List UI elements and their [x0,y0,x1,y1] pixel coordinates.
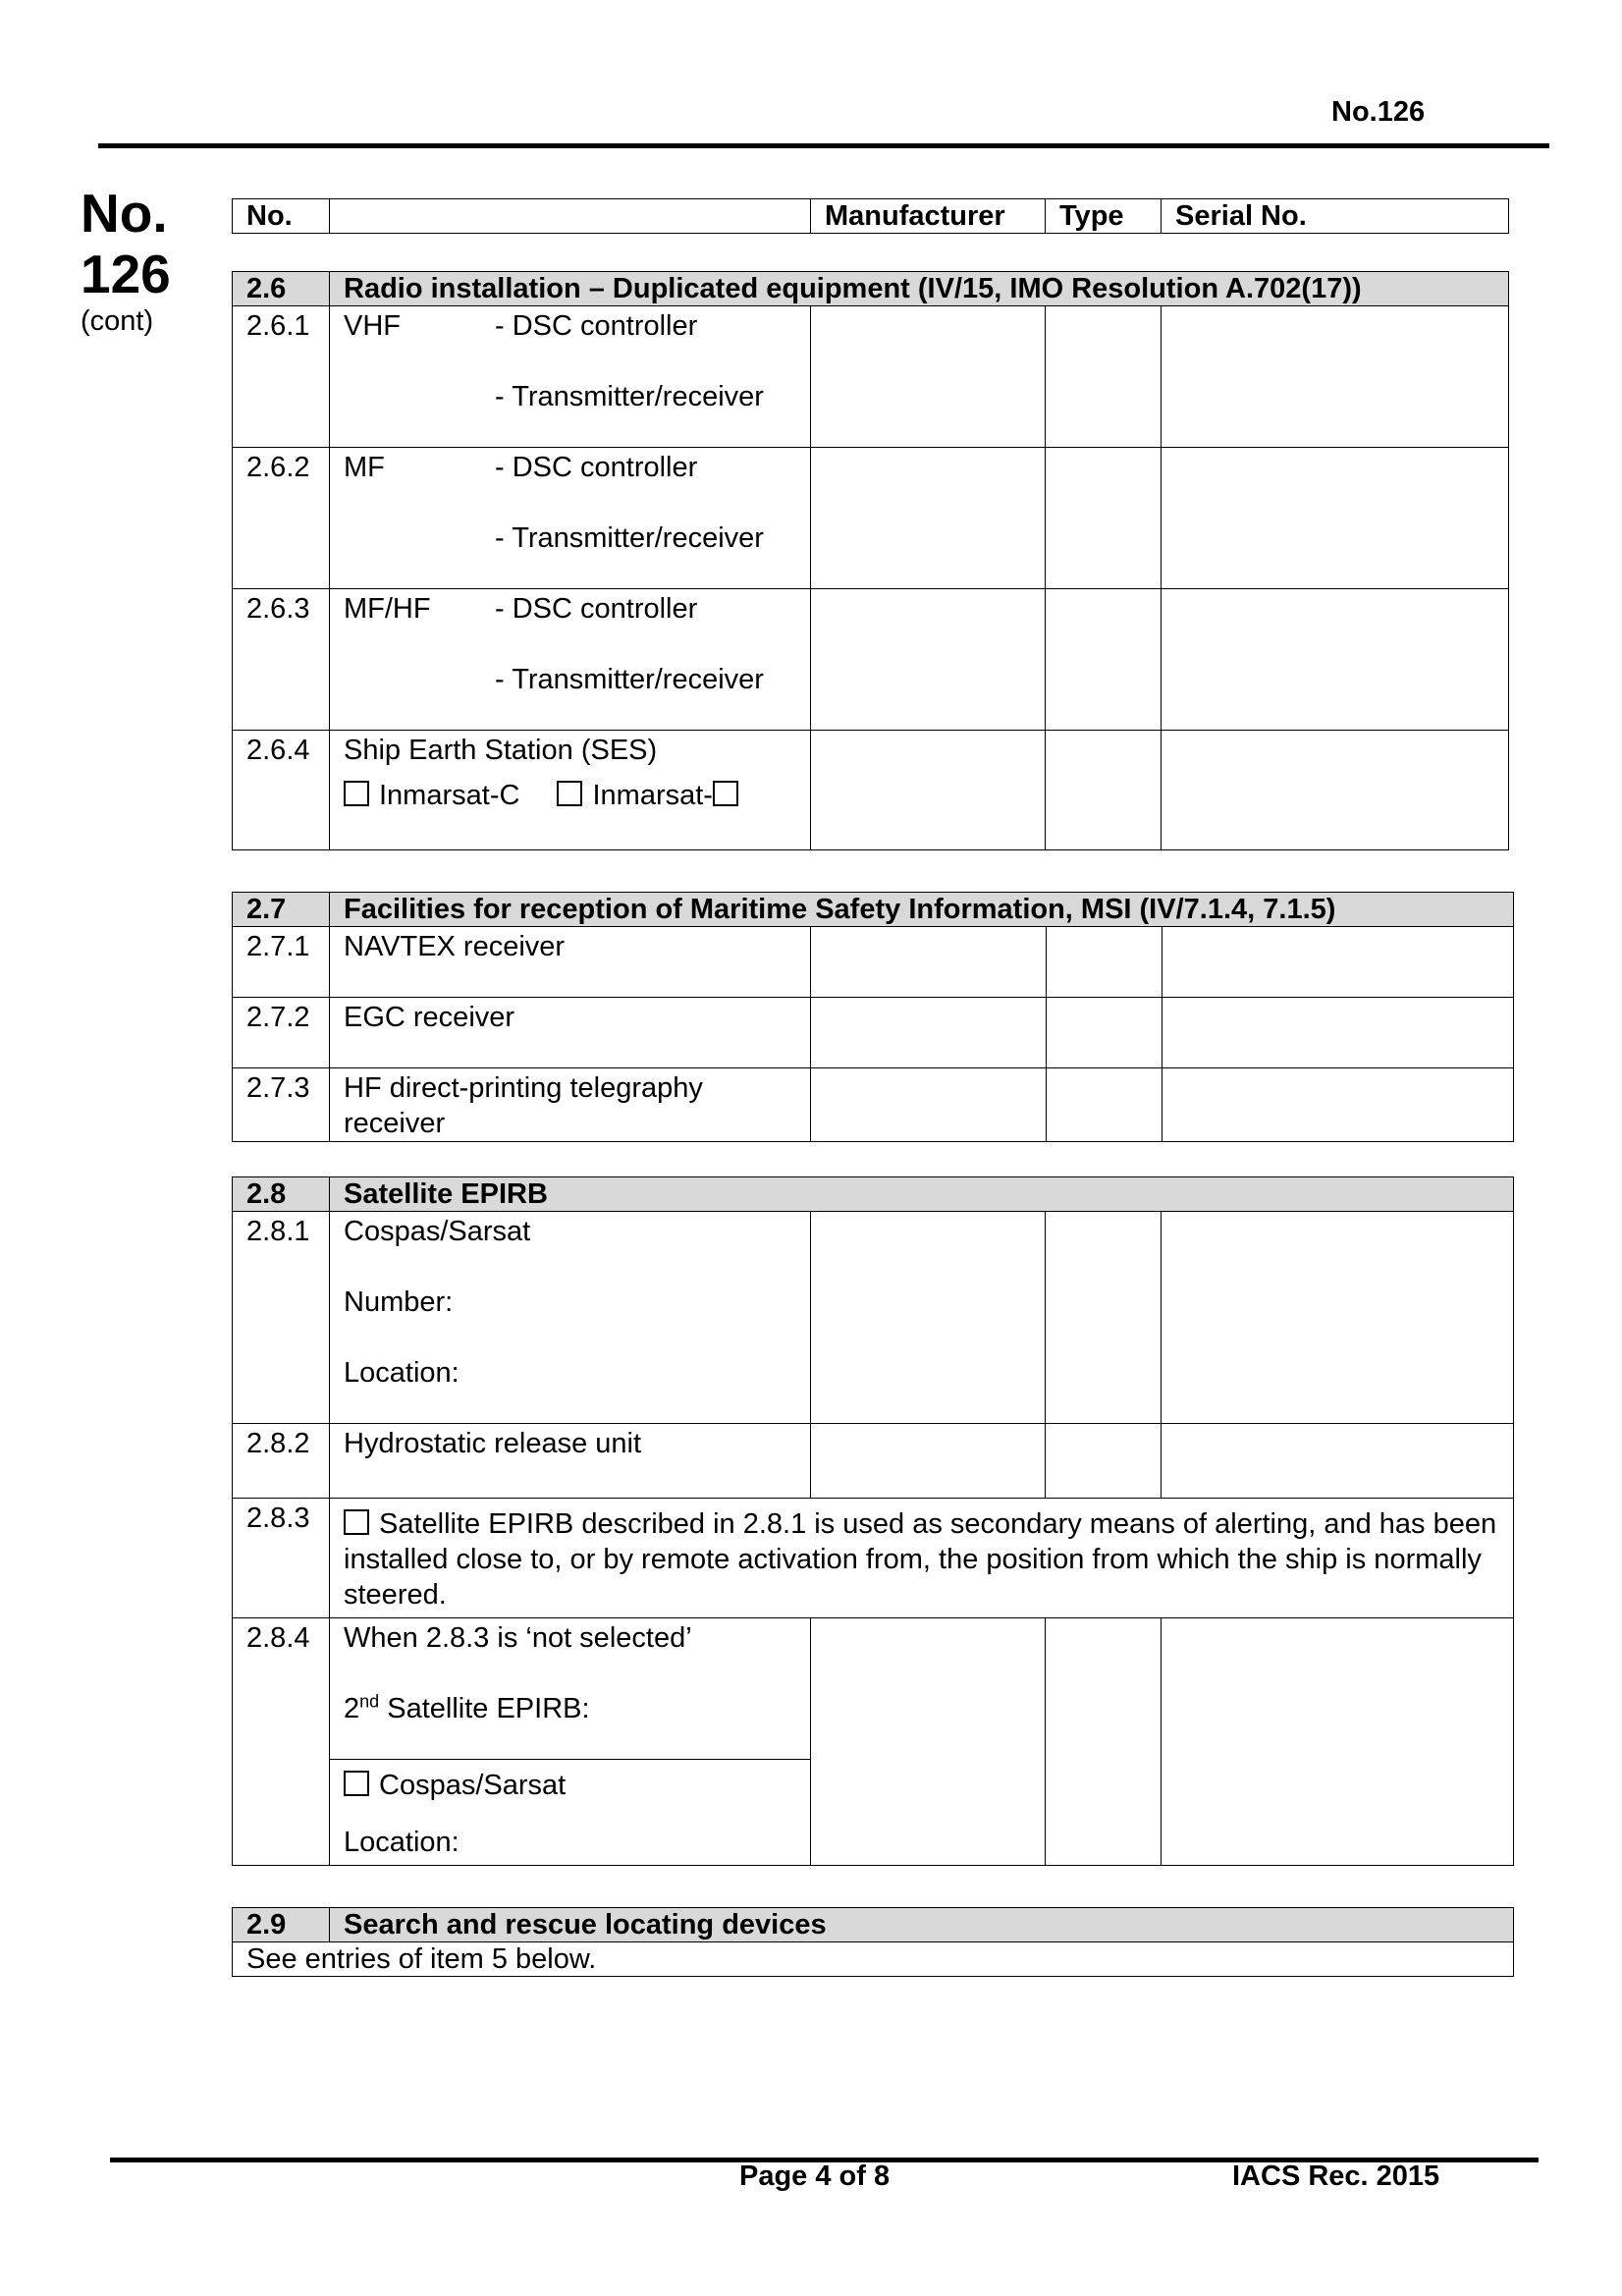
item-label [330,1760,811,1866]
item-label [330,731,811,850]
manufacturer-cell[interactable] [811,731,1046,850]
equipment-line: - Transmitter/receiver [495,664,764,695]
manufacturer-cell[interactable] [811,927,1047,998]
serial-cell[interactable] [1162,589,1509,731]
col-manufacturer: Manufacturer [811,199,1046,234]
serial-cell[interactable] [1162,1618,1514,1866]
type-cell[interactable] [1047,927,1162,998]
equipment-line: - Transmitter/receiver [495,522,764,554]
item-number: 2.8.4 [233,1618,330,1866]
type-cell[interactable] [1046,306,1162,448]
col-type: Type [1046,199,1162,234]
column-header-row [233,199,1509,234]
table-row [233,589,1509,731]
type-cell[interactable] [1046,589,1162,731]
section-number: 2.9 [233,1908,330,1942]
section-2-8-table [232,1176,1514,1866]
section-header [233,1177,1514,1212]
section-number: 2.6 [233,272,330,306]
side-no: No. [81,183,168,244]
col-blank [330,199,811,234]
manufacturer-cell[interactable] [811,1212,1046,1424]
item-number: 2.6.1 [233,306,330,448]
section-2-6-table [232,271,1509,850]
table-row [233,1499,1514,1618]
manufacturer-cell[interactable] [811,1424,1046,1499]
section-header [233,272,1509,306]
table-row [233,1212,1514,1424]
table-row [233,1068,1514,1142]
table-row [233,306,1509,448]
statement-text: Satellite EPIRB described in 2.8.1 is used as secondary means of alerting, and has been installed close to, or by remote activation from, the position from which the ship is normally steered. [344,1508,1497,1611]
manufacturer-cell[interactable] [811,306,1046,448]
type-cell[interactable] [1046,1424,1162,1499]
type-cell[interactable] [1046,1618,1162,1866]
table-row [233,1942,1514,1977]
serial-cell[interactable] [1162,1424,1514,1499]
manufacturer-cell[interactable] [811,448,1046,589]
manufacturer-cell[interactable] [811,998,1047,1068]
type-cell[interactable] [1046,731,1162,850]
side-label [81,183,171,338]
cospas-sarsat-checkbox[interactable] [344,1771,369,1796]
col-serial: Serial No. [1162,199,1509,234]
table-row [233,1424,1514,1499]
manufacturer-cell[interactable] [811,1618,1046,1866]
equipment-name: VHF [344,310,401,342]
item-label: EGC receiver [330,998,811,1068]
manufacturer-cell[interactable] [811,589,1046,731]
table-row [233,1618,1514,1760]
serial-cell[interactable] [1162,731,1509,850]
manufacturer-cell[interactable] [811,1068,1047,1142]
section-number: 2.7 [233,893,330,927]
second-epirb-label: 2nd Satellite EPIRB: [344,1691,590,1724]
side-number: 126 [81,244,171,304]
table-row [233,731,1509,850]
table-row [233,998,1514,1068]
epirb-number-label: Number: [344,1286,454,1318]
item-label: NAVTEX receiver [330,927,811,998]
secondary-alerting-checkbox[interactable] [344,1509,369,1535]
section-title: Satellite EPIRB [330,1177,1514,1212]
condition-label: When 2.8.3 is ‘not selected’ [344,1622,692,1654]
equipment-name: MF/HF [344,593,431,625]
table-row [233,448,1509,589]
type-cell[interactable] [1047,1068,1162,1142]
type-cell[interactable] [1046,448,1162,589]
column-header-table [232,198,1509,234]
serial-cell[interactable] [1162,1212,1514,1424]
item-number: 2.8.1 [233,1212,330,1424]
section-header [233,1908,1514,1942]
inmarsat-other-checkbox[interactable] [557,781,582,806]
serial-cell[interactable] [1162,927,1514,998]
item-number: 2.6.4 [233,731,330,850]
serial-cell[interactable] [1162,448,1509,589]
inmarsat-c-checkbox[interactable] [344,781,369,806]
item-number: 2.8.2 [233,1424,330,1499]
item-number: 2.7.3 [233,1068,330,1142]
item-statement [330,1499,1514,1618]
col-no: No. [233,199,330,234]
header-rule [98,143,1549,148]
serial-cell[interactable] [1162,998,1514,1068]
section-number: 2.8 [233,1177,330,1212]
checkbox-label: Inmarsat- [592,780,713,811]
checkbox-label: Inmarsat-C [379,780,520,811]
epirb-location-label: Location: [344,1357,460,1389]
item-label [330,1212,811,1424]
serial-cell[interactable] [1162,1068,1514,1142]
item-label [330,306,811,448]
page-indicator: Page 4 of 8 [739,2160,891,2192]
side-cont: (cont) [81,305,154,337]
ses-label: Ship Earth Station (SES) [344,735,658,766]
checkbox-label: Cospas/Sarsat [379,1770,567,1801]
epirb-type: Cospas/Sarsat [344,1216,531,1247]
item-label: Hydrostatic release unit [330,1424,811,1499]
section-header [233,893,1514,927]
table-row [233,927,1514,998]
item-number: 2.6.3 [233,589,330,731]
item-label [330,1618,811,1760]
type-cell[interactable] [1046,1212,1162,1424]
location-label: Location: [344,1827,460,1858]
item-number: 2.7.2 [233,998,330,1068]
serial-cell[interactable] [1162,306,1509,448]
equipment-name: MF [344,452,385,483]
section-2-9-table [232,1907,1514,1977]
item-number: 2.8.3 [233,1499,330,1618]
footer-reference: IACS Rec. 2015 [1232,2160,1440,2192]
item-label [330,448,811,589]
section-2-7-table [232,892,1514,1142]
type-cell[interactable] [1047,998,1162,1068]
section-title: Facilities for reception of Maritime Safety Information, MSI (IV/7.1.4, 7.1.5) [330,893,1514,927]
equipment-line: - DSC controller [495,310,698,342]
item-number: 2.6.2 [233,448,330,589]
equipment-line: - DSC controller [495,452,698,483]
equipment-line: - Transmitter/receiver [495,381,764,412]
section-title: Radio installation – Duplicated equipment (IV/15, IMO Resolution A.702(17)) [330,272,1509,306]
section-title: Search and rescue locating devices [330,1908,1514,1942]
item-label: HF direct-printing telegraphy receiver [330,1068,811,1142]
item-number: 2.7.1 [233,927,330,998]
item-label [330,589,811,731]
equipment-line: - DSC controller [495,593,698,625]
document-number: No.126 [1331,96,1426,128]
inmarsat-type-checkbox[interactable] [713,781,738,806]
section-note: See entries of item 5 below. [233,1942,1514,1977]
